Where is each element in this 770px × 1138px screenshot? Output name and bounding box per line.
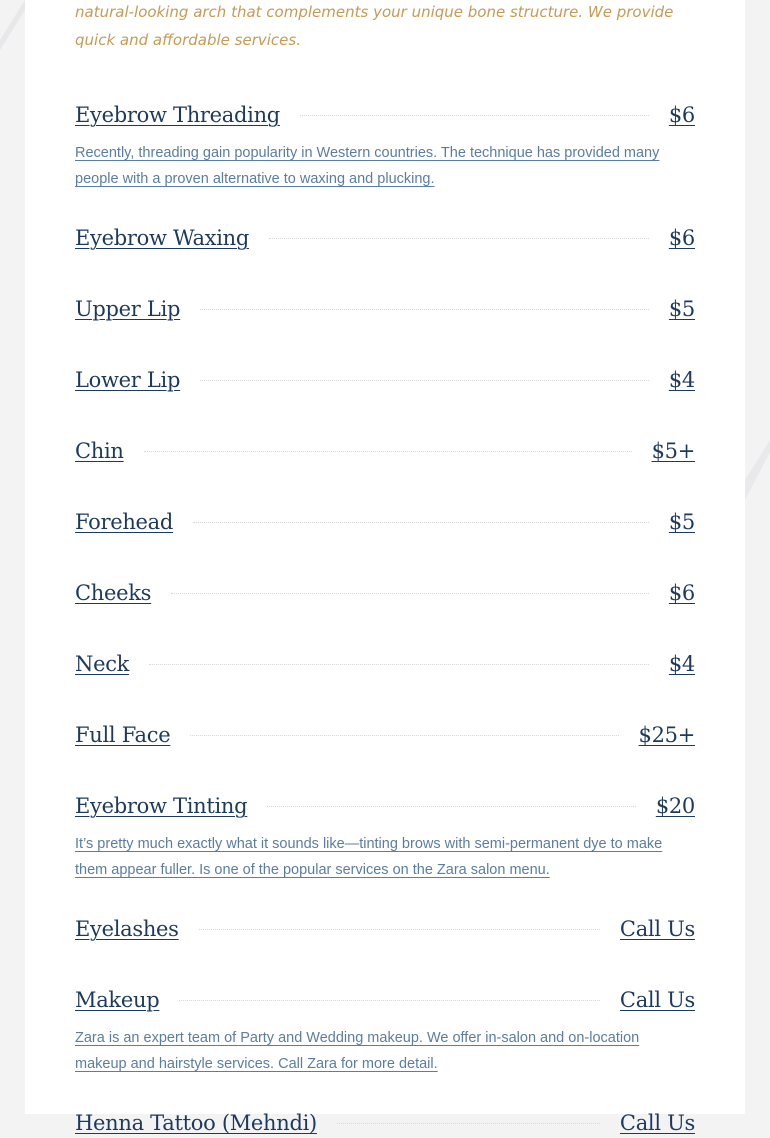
service-description[interactable]: Zara is an expert team of Party and Wedding makeup. We offer in-salon and on-location makeup and hairstyle services. Call Zara for more detail. <box>75 1030 640 1072</box>
service-name[interactable]: Lower Lip <box>75 368 181 392</box>
service-name[interactable]: Henna Tattoo (Mehndi) <box>75 1111 317 1135</box>
dotted-leader <box>179 1000 600 1001</box>
dotted-leader <box>171 593 649 594</box>
dotted-leader <box>199 929 600 930</box>
service-row <box>75 985 695 1015</box>
service-price[interactable]: $6 <box>668 581 695 605</box>
service-row <box>75 507 695 537</box>
service-name[interactable]: Full Face <box>75 723 171 747</box>
dotted-leader <box>144 451 632 452</box>
service-row <box>75 720 695 750</box>
dotted-leader <box>337 1123 600 1124</box>
service-name[interactable]: Cheeks <box>75 581 152 605</box>
service-description[interactable]: Recently, threading gain popularity in Western countries. The technique has provided many people with a proven alternative to waxing and plucking. <box>75 145 660 187</box>
service-item <box>75 720 695 750</box>
service-item <box>75 436 695 466</box>
service-menu-card <box>25 0 745 1135</box>
service-price[interactable]: $4 <box>668 652 695 676</box>
service-item <box>75 914 695 944</box>
dotted-leader <box>300 115 649 116</box>
service-row <box>75 436 695 466</box>
service-row <box>75 294 695 324</box>
service-price[interactable]: $20 <box>655 794 695 818</box>
dotted-leader <box>269 238 649 239</box>
service-price[interactable]: Call Us <box>619 988 695 1012</box>
dotted-leader <box>149 664 649 665</box>
service-name[interactable]: Upper Lip <box>75 297 181 321</box>
service-item <box>75 1108 695 1138</box>
service-name[interactable]: Eyebrow Threading <box>75 103 280 127</box>
service-row <box>75 791 695 821</box>
service-item <box>75 100 695 192</box>
service-row <box>75 649 695 679</box>
intro-description: natural-looking arch that complements your unique bone structure. We provide quick and affordable services. <box>75 3 674 49</box>
dotted-leader <box>200 380 649 381</box>
service-name[interactable]: Neck <box>75 652 130 676</box>
service-item <box>75 649 695 679</box>
service-description[interactable]: It’s pretty much exactly what it sounds like—tinting brows with semi-permanent dye to make them appear fuller. Is one of the popular services on the Zara salon menu. <box>75 836 663 878</box>
service-price[interactable]: $6 <box>668 226 695 250</box>
service-price[interactable]: $5+ <box>651 439 695 463</box>
dotted-leader <box>267 806 636 807</box>
service-item <box>75 985 695 1077</box>
service-name[interactable]: Eyebrow Waxing <box>75 226 250 250</box>
dotted-leader <box>200 309 649 310</box>
service-row <box>75 223 695 253</box>
service-item <box>75 507 695 537</box>
service-price[interactable]: Call Us <box>619 917 695 941</box>
dotted-leader <box>193 522 649 523</box>
service-price[interactable]: $25+ <box>638 723 695 747</box>
service-name[interactable]: Eyebrow Tinting <box>75 794 248 818</box>
service-name[interactable]: Chin <box>75 439 124 463</box>
service-row <box>75 578 695 608</box>
service-item <box>75 578 695 608</box>
dotted-leader <box>190 735 618 736</box>
service-row <box>75 1108 695 1138</box>
service-name[interactable]: Forehead <box>75 510 174 534</box>
service-row <box>75 914 695 944</box>
service-name[interactable]: Makeup <box>75 988 160 1012</box>
service-price[interactable]: $4 <box>668 368 695 392</box>
service-price[interactable]: Call Us <box>619 1111 695 1135</box>
service-item <box>75 365 695 395</box>
service-item <box>75 294 695 324</box>
service-row <box>75 365 695 395</box>
service-price[interactable]: $6 <box>668 103 695 127</box>
service-row <box>75 100 695 130</box>
service-price[interactable]: $5 <box>668 510 695 534</box>
service-item <box>75 791 695 883</box>
service-item <box>75 223 695 253</box>
service-name[interactable]: Eyelashes <box>75 917 179 941</box>
service-price[interactable]: $5 <box>668 297 695 321</box>
